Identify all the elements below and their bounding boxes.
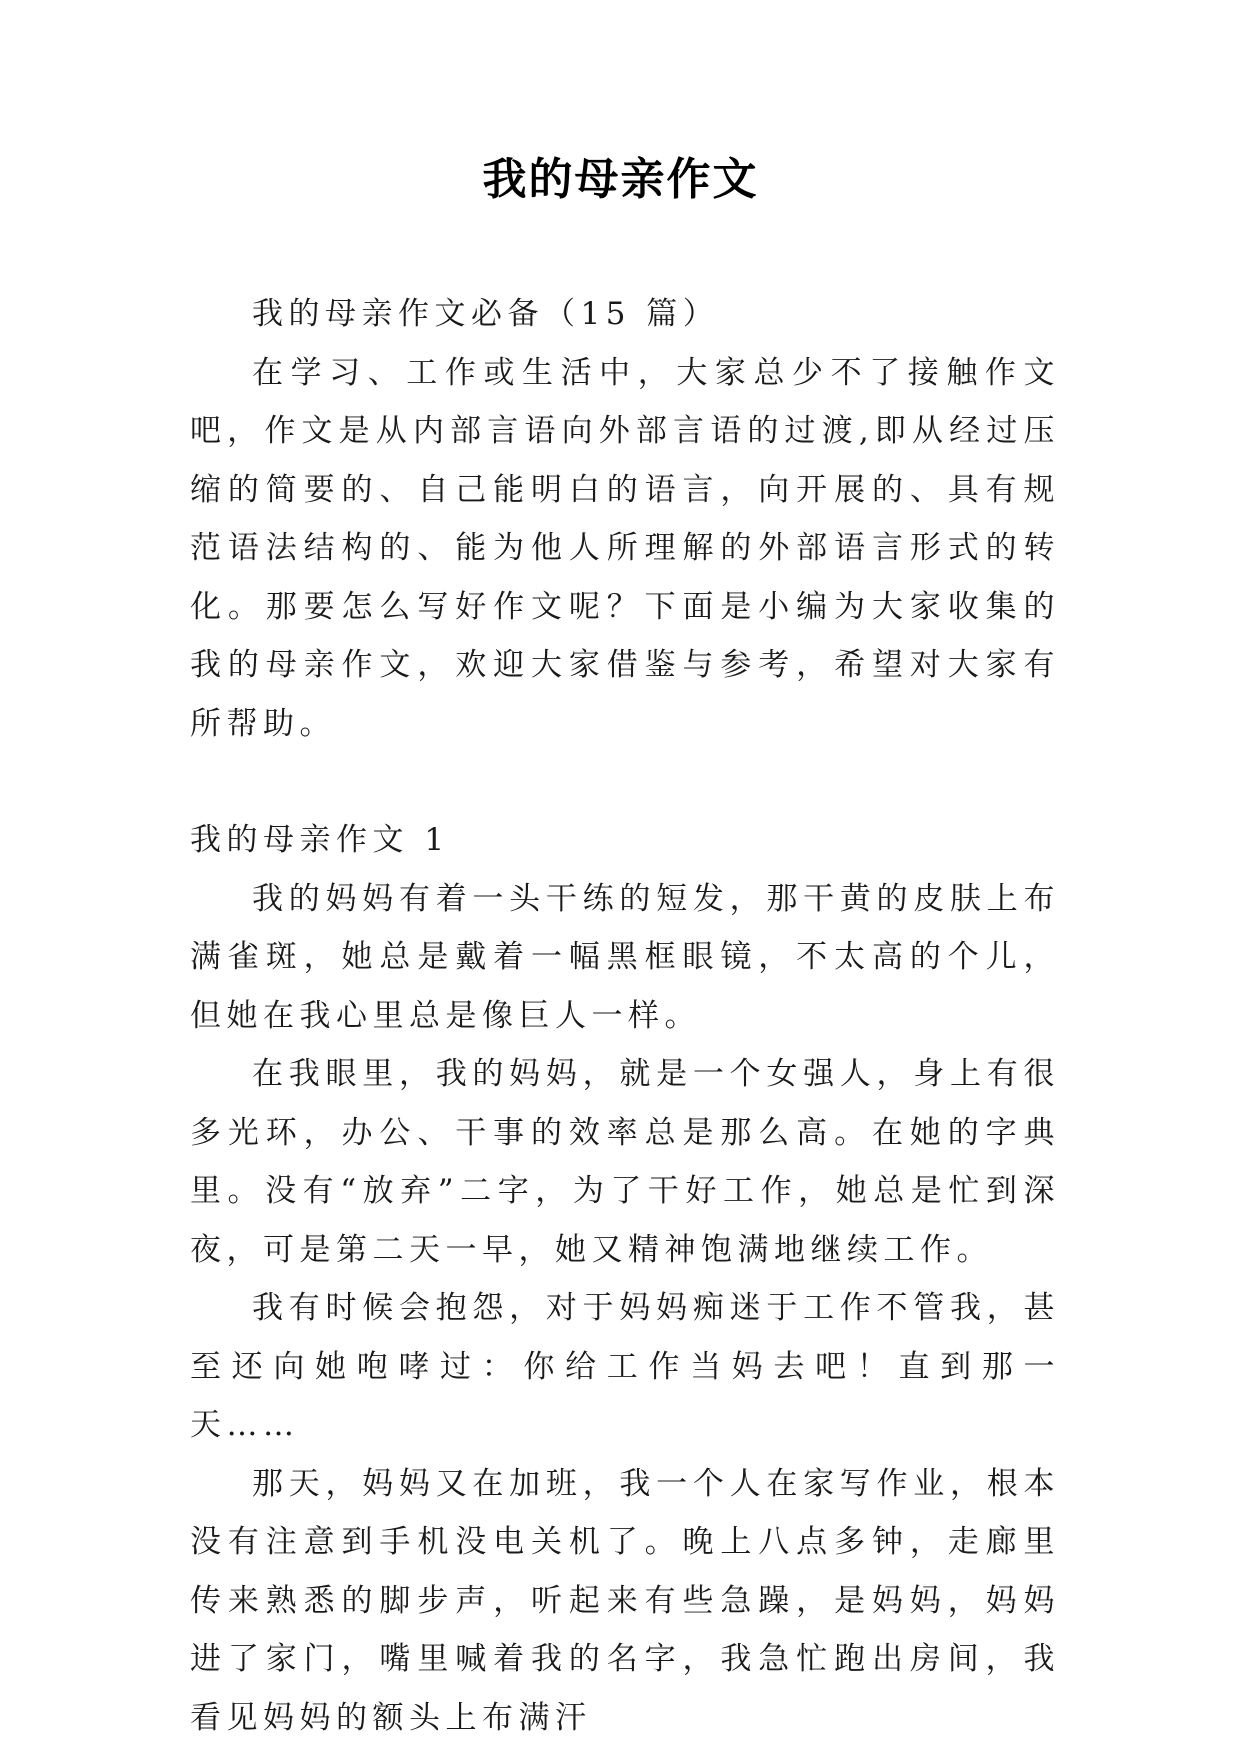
body-paragraph: 那天，妈妈又在加班，我一个人在家写作业，根本没有注意到手机没电关机了。晚上八点多钟，走廊里传来熟悉的脚步声，听起来有些急躁，是妈妈，妈妈进了家门，嘴里喊着我的名字，我急忙跑出房间，我看见妈妈的额头上布满汗	[190, 1465, 1060, 1736]
section-gap	[190, 753, 1060, 811]
section-heading: 我的母亲作文 1	[190, 822, 450, 858]
document-body	[190, 285, 1060, 1747]
intro-paragraph: 在学习、工作或生活中，大家总少不了接触作文吧，作文是从内部言语向外部言语的过渡,即从经过压缩的简要的、自己能明白的语言，向开展的、具有规范语法结构的、能为他人所理解的外部语言形式的转化。那要怎么写好作文呢？下面是小编为大家收集的我的母亲作文，欢迎大家借鉴与参考，希望对大家有所帮助。	[190, 354, 1060, 742]
document-title: 我的母亲作文	[482, 154, 759, 205]
body-paragraph: 在我眼里，我的妈妈，就是一个女强人，身上有很多光环，办公、干事的效率总是那么高。在她的字典里。没有“放弃”二字，为了干好工作，她总是忙到深夜，可是第二天一早，她又精神饱满地继续工作。	[190, 1056, 1060, 1268]
subtitle: 我的母亲作文必备（15 篇）	[252, 296, 720, 332]
body-paragraph: 我有时候会抱怨，对于妈妈痴迷于工作不管我，甚至还向她咆哮过：你给工作当妈去吧！直到那一天……	[190, 1290, 1060, 1443]
body-paragraph: 我的妈妈有着一头干练的短发，那干黄的皮肤上布满雀斑，她总是戴着一幅黑框眼镜，不太高的个儿，但她在我心里总是像巨人一样。	[190, 880, 1060, 1034]
